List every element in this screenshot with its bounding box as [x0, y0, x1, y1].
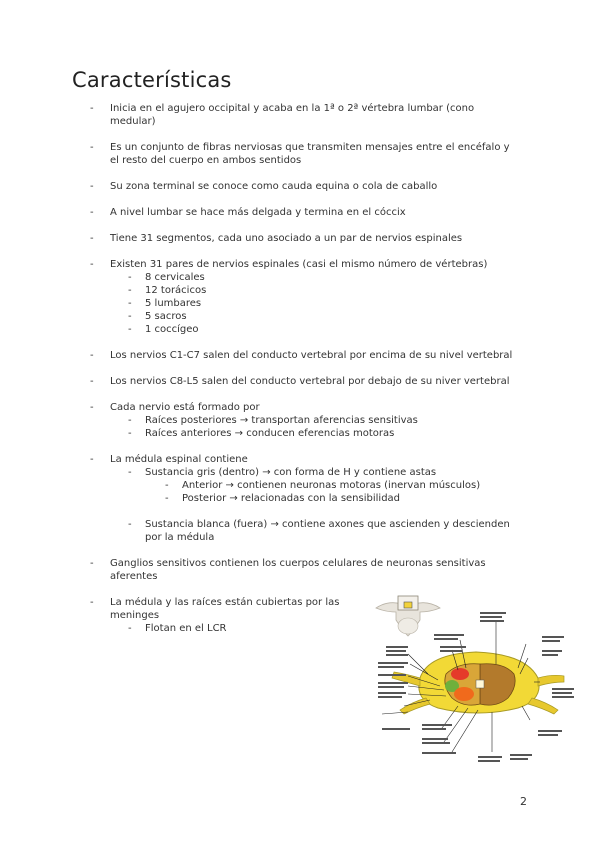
bullet-text: Es un conjunto de fibras nerviosas que transmiten mensajes entre el encéfalo y — [110, 142, 510, 153]
bullet-text: A nivel lumbar se hace más delgada y termina en el cóccix — [110, 207, 406, 218]
spinal-cord-illustration — [368, 582, 580, 768]
tract-orange — [454, 687, 474, 701]
subsub-bullet-dash: - — [165, 480, 169, 491]
bullet-text: La médula y las raíces están cubiertas por las — [110, 597, 340, 608]
sub-bullet-text: 5 sacros — [145, 311, 187, 322]
sub-bullet-text: Sustancia blanca (fuera) → contiene axones que ascienden y descienden — [145, 519, 510, 530]
bullet-dash: - — [90, 402, 94, 413]
subsub-bullet-dash: - — [165, 493, 169, 504]
bullet-text: Los nervios C8-L5 salen del conducto vertebral por debajo de su niver vertebral — [110, 376, 510, 387]
sub-bullet-dash: - — [128, 415, 132, 426]
bullet-dash: - — [90, 259, 94, 270]
bullet-text: Existen 31 pares de nervios espinales (casi el mismo número de vértebras) — [110, 259, 488, 270]
bullet-dash: - — [90, 454, 94, 465]
sub-bullet-text: Flotan en el LCR — [145, 623, 227, 634]
bullet-dash: - — [90, 142, 94, 153]
bullet-dash: - — [90, 376, 94, 387]
sub-bullet-text: 8 cervicales — [145, 272, 205, 283]
tract-red — [451, 668, 469, 680]
bullet-dash: - — [90, 597, 94, 608]
sub-bullet-text: por la médula — [145, 532, 215, 543]
bullet-dash: - — [90, 103, 94, 114]
vertebra-thumbnail — [376, 596, 440, 636]
bullet-text: Cada nervio está formado por — [110, 402, 260, 413]
sub-bullet-dash: - — [128, 298, 132, 309]
bullet-dash: - — [90, 558, 94, 569]
sub-bullet-dash: - — [128, 623, 132, 634]
sub-bullet-dash: - — [128, 311, 132, 322]
sub-bullet-dash: - — [128, 285, 132, 296]
sub-bullet-dash: - — [128, 272, 132, 283]
sub-bullet-text: Raíces posteriores → transportan aferencias sensitivas — [145, 415, 418, 426]
spinal-cord-figure — [368, 582, 580, 768]
sub-bullet-text: 5 lumbares — [145, 298, 202, 309]
sub-bullet-text: Raíces anteriores → conducen eferencias motoras — [145, 428, 395, 439]
bullet-dash: - — [90, 350, 94, 361]
sub-bullet-text: Sustancia gris (dentro) → con forma de H y contiene astas — [145, 467, 437, 478]
sub-bullet-dash: - — [128, 324, 132, 335]
subsub-bullet-text: Posterior → relacionadas con la sensibilidad — [182, 493, 401, 504]
subsub-bullet-text: Anterior → contienen neuronas motoras (inervan músculos) — [182, 480, 481, 491]
sub-bullet-dash: - — [128, 519, 132, 530]
cord-cross-section — [392, 652, 564, 714]
bullet-dash: - — [90, 233, 94, 244]
bullet-text: Su zona terminal se conoce como cauda equina o cola de caballo — [110, 181, 438, 192]
sub-bullet-text: 12 torácicos — [145, 285, 207, 296]
bullet-text: Los nervios C1-C7 salen del conducto vertebral por encima de su nivel vertebral — [110, 350, 513, 361]
bullet-text: Tiene 31 segmentos, cada uno asociado a un par de nervios espinales — [110, 233, 463, 244]
bullet-text: el resto del cuerpo en ambos sentidos — [110, 155, 302, 166]
sub-bullet-text: 1 coccígeo — [145, 324, 199, 335]
sub-bullet-dash: - — [128, 467, 132, 478]
page-number: 2 — [520, 795, 527, 808]
page-title: Características — [72, 68, 232, 92]
bullet-text: medular) — [110, 116, 156, 127]
bullet-dash: - — [90, 181, 94, 192]
bullet-text: meninges — [110, 610, 160, 621]
bullet-dash: - — [90, 207, 94, 218]
bullet-text: Ganglios sensitivos contienen los cuerpos celulares de neuronas sensitivas — [110, 558, 486, 569]
sub-bullet-dash: - — [128, 428, 132, 439]
bullet-text: Inicia en el agujero occipital y acaba en la 1ª o 2ª vértebra lumbar (cono — [110, 103, 475, 114]
bullet-text: La médula espinal contiene — [110, 454, 248, 465]
bullet-text: aferentes — [110, 571, 158, 582]
